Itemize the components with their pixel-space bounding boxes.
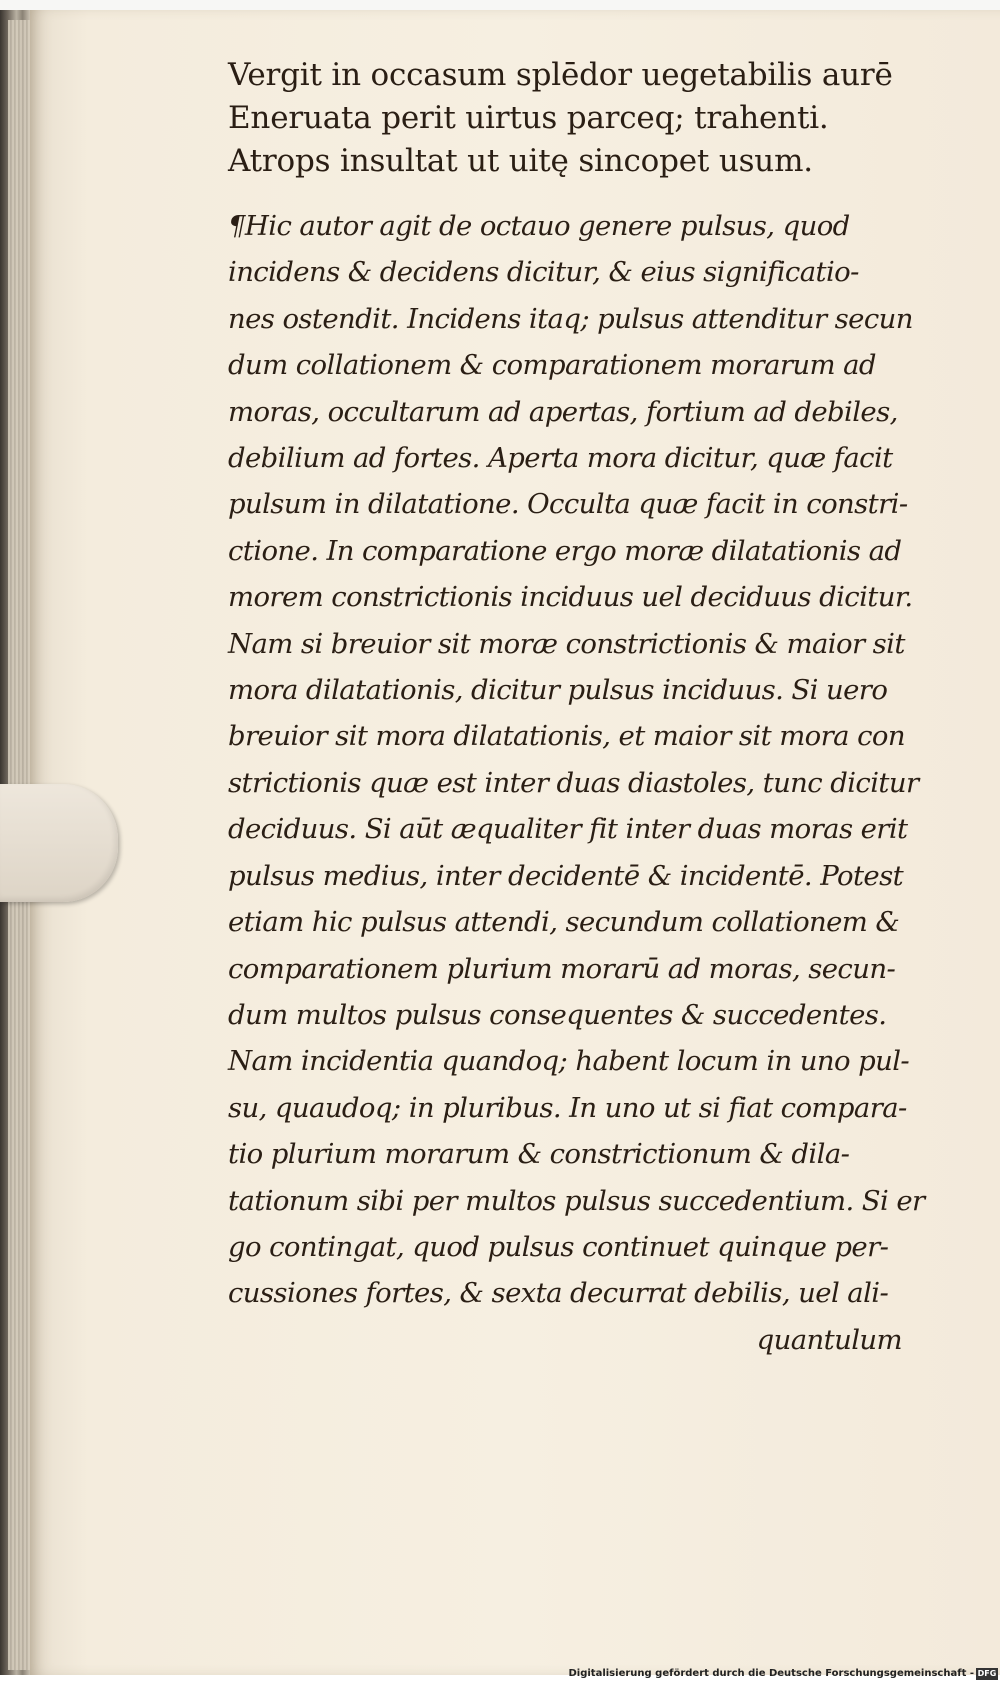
dfg-logo: DFG (977, 1669, 997, 1678)
commentary-line: debilium ad fortes. Aperta mora dicitur, quæ facit (228, 442, 893, 475)
commentary-line: pulsum in dilatatione. Occulta quæ facit in constri- (228, 488, 908, 521)
commentary-line: tio plurium morarum & constrictionum & dila- (228, 1138, 850, 1171)
commentary-line: comparationem plurium morarū ad moras, secun- (228, 952, 896, 985)
bookmark-clip (0, 784, 118, 902)
commentary-line: Nam incidentia quandoq; habent locum in uno pul- (228, 1045, 910, 1078)
commentary-line: deciduus. Si aūt æqualiter fit inter duas moras erit (228, 813, 908, 846)
commentary-line: Nam si breuior sit moræ constrictionis & maior sit (228, 627, 905, 660)
page-text (228, 54, 925, 1363)
verse-block (228, 54, 908, 183)
commentary-line: breuior sit mora dilatationis, et maior sit mora con (228, 720, 905, 753)
commentary-line: go contingat, quod pulsus continuet quinque per- (228, 1230, 889, 1263)
commentary-line: etiam hic pulsus attendi, secundum collationem & (228, 906, 900, 939)
commentary-line: moras, occultarum ad apertas, fortium ad debiles, (228, 395, 898, 428)
commentary-block (228, 203, 925, 1363)
commentary-line: incidens & decidens dicitur, & eius significatio- (228, 256, 859, 289)
verse-line: Atrops insultat ut uitę sincopet usum. (228, 143, 813, 179)
commentary-line: dum multos pulsus consequentes & succedentes. (228, 998, 887, 1031)
digitization-credit: Digitalisierung gefördert durch die Deutsche Forschungsgemeinschaft - (568, 1668, 974, 1679)
commentary-line: cussiones fortes, & sexta decurrat debilis, uel ali- (228, 1277, 889, 1310)
commentary-line: morem constrictionis inciduus uel deciduus dicitur. (228, 581, 913, 614)
commentary-line: nes ostendit. Incidens itaq; pulsus attenditur secun (228, 302, 913, 335)
commentary-line: strictionis quæ est inter duas diastoles, tunc dicitur (228, 766, 919, 799)
commentary-line: tationum sibi per multos pulsus succedentium. Si er (228, 1184, 925, 1217)
commentary-line: mora dilatationis, dicitur pulsus inciduus. Si uero (228, 674, 888, 707)
commentary-line: pulsus medius, inter decidentē & incidentē. Potest (228, 859, 904, 892)
verse-line: Vergit in occasum splēdor uegetabilis aurē (228, 57, 893, 93)
commentary-line: ¶Hic autor agit de octauo genere pulsus, quod (228, 210, 850, 242)
commentary-line: ctione. In comparatione ergo moræ dilatationis ad (228, 534, 902, 567)
verse-line: Eneruata perit uirtus parceq; trahenti. (228, 100, 829, 136)
commentary-line: su, quaudoq; in pluribus. In uno ut si fiat compara- (228, 1091, 907, 1124)
commentary-line: dum collationem & comparationem morarum ad (228, 349, 876, 382)
catchword: quantulum (756, 1323, 902, 1356)
